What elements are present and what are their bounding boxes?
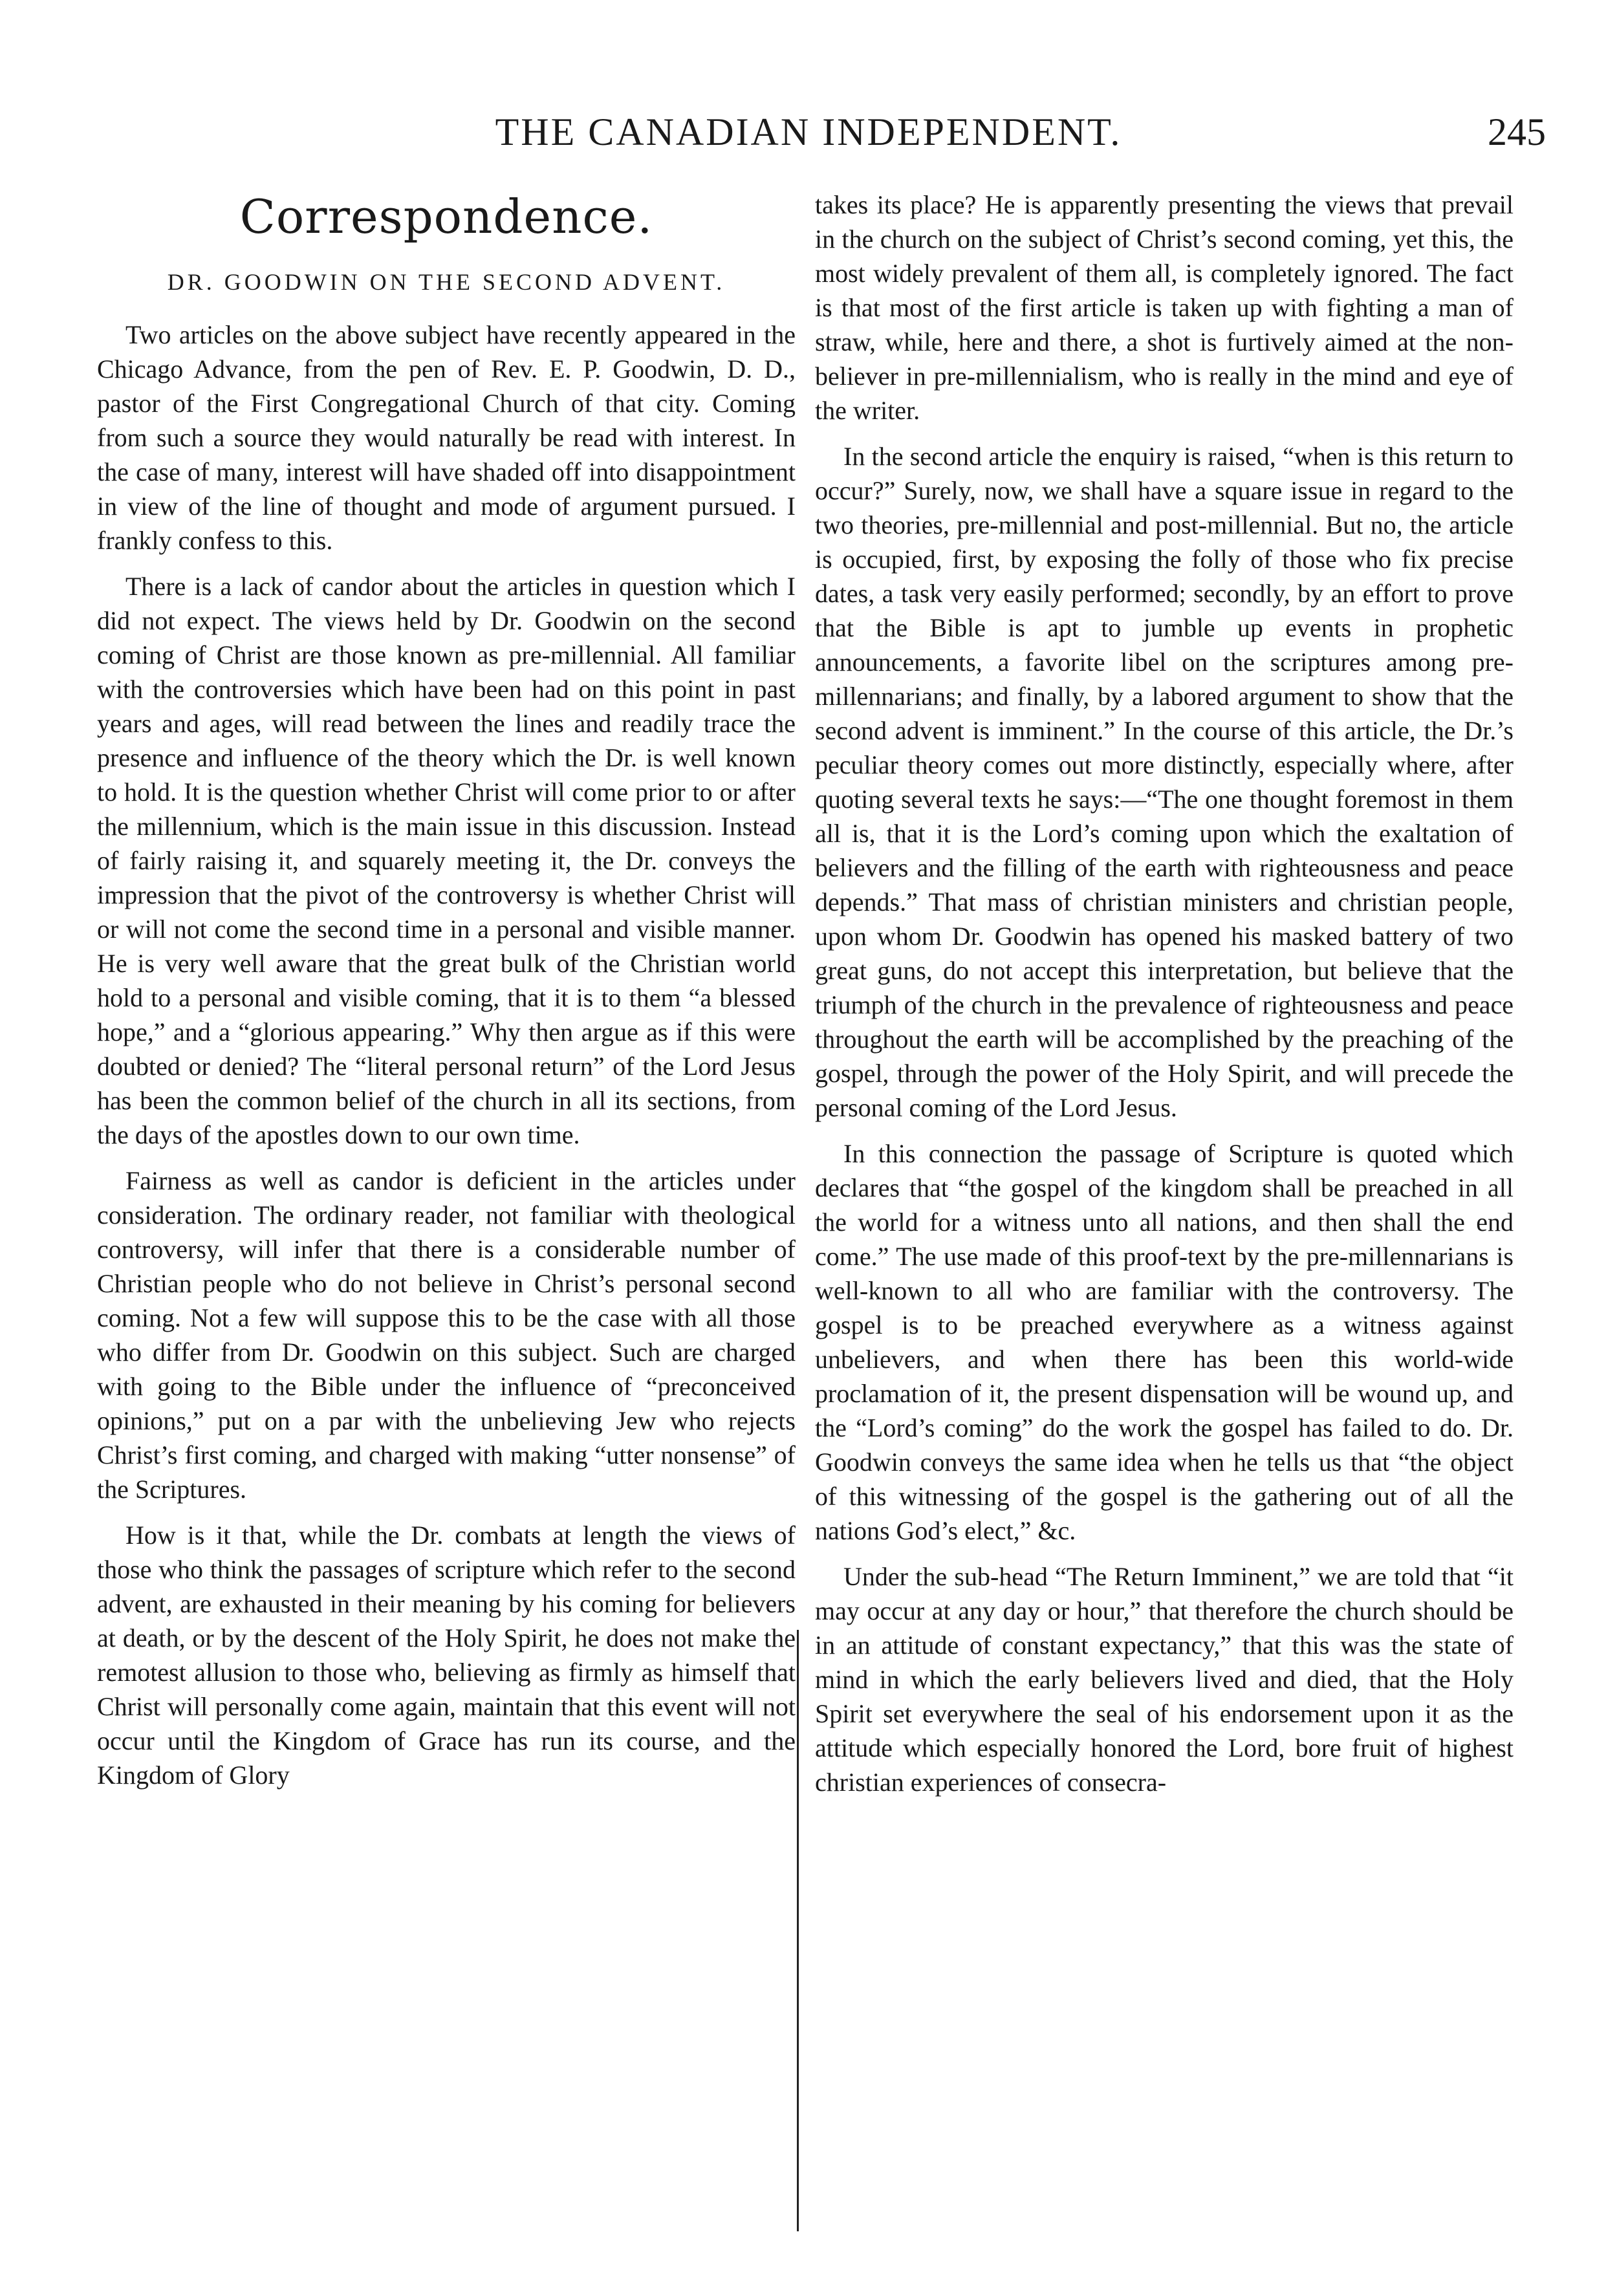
paragraph: Fairness as well as candor is deficient in the articles under consideration. The ordinary reader, not familiar with theological controversy, will infer that there is a considerable number of Christian people who do not believe in Christ’s personal second coming. Not a few will suppose this to be the case with all those who differ from Dr. Goodwin on this subject. Such are charged with going to the Bible under the influence of “preconceived opinions,” put on a par with the unbelieving Jew who rejects Christ’s first coming, and charged with making “utter nonsense” of the Scriptures. [97,1166,796,1504]
right-column [815,188,1514,1811]
paragraph: In this connection the passage of Scripture is quoted which declares that “the gospel of the kingdom shall be preached in all the world for a witness unto all nations, and then shall the end come.” The use made of this proof-text by the pre-millennarians is well-known to all who are familiar with the controversy. The gospel is to be preached everywhere as a witness against unbelievers, and when there has been this world-wide proclamation of it, the present dispensation will be wound up, and the “Lord’s coming” do the work the gospel has failed to do. Dr. Goodwin conveys the same idea when he tells us that “the object of this witnessing of the gospel is the gathering out of all the nations God’s elect,” &c. [815,1139,1514,1545]
running-title: THE CANADIAN INDEPENDENT. [495,111,1122,153]
paragraph: There is a lack of candor about the articles in question which I did not expect. The views held by Dr. Goodwin on the second coming of Christ are those known as pre-millennial. All familiar with the controversies which have been had on this point in past years and ages, will read between the lines and readily trace the presence and influence of the theory which the Dr. is well known to hold. It is the question whether Christ will come prior to or after the millennium, which is the main issue in this discussion. Instead of fairly raising it, and squarely meeting it, the Dr. conveys the impression that the pivot of the controversy is whether Christ will or will not come the second time in a personal and visible manner. He is very well aware that the great bulk of the Christian world hold to a personal and visible coming, that it is to them “a blessed hope,” and a “glorious appearing.” Why then argue as if this were doubted or denied? The “literal personal return” of the Lord Jesus has been the common belief of the church in all its sections, from the days of the apostles down to our own time. [97,572,796,1149]
page-number: 245 [1488,111,1546,153]
paragraph: In the second article the enquiry is raised, “when is this return to occur?” Surely, now, we shall have a square issue in regard to the two theories, pre-millennial and post-millennial. But no, the article is occupied, first, by exposing the folly of those who fix precise dates, a task very easily performed; secondly, by an effort to prove that the Bible is apt to jumble up events in prophetic announcements, a favorite libel on the scriptures among pre-millennarians; and finally, by a labored argument to show that the second advent is imminent.” In the course of this article, the Dr.’s peculiar theory comes out more distinctly, especially where, after quoting several texts he says:—“The one thought foremost in them all is, that it is the Lord’s coming upon which the exaltation of believers and the filling of the earth with righteousness and peace depends.” That mass of christian ministers and christian people, upon whom Dr. Goodwin has opened his masked battery of two great guns, do not accept this interpretation, but believe that the triumph of the church in the prevalence of righteousness and peace throughout the earth will be accomplished by the preaching of the gospel, through the power of the Holy Spirit, and will precede the personal coming of the Lord Jesus. [815,442,1514,1122]
page-header [58,110,1559,168]
left-column [97,188,796,1804]
section-title: Correspondence. [239,190,653,244]
paragraph: How is it that, while the Dr. combats at length the views of those who think the passages of scripture which refer to the second advent, are exhausted in their meaning by his coming for believers at death, or by the descent of the Holy Spirit, he does not make the remotest allusion to those who, believing as firmly as himself that Christ will personally come again, maintain that this event will not occur until the Kingdom of Grace has run its course, and the Kingdom of Glory [97,1521,796,1790]
paragraph: Under the sub-head “The Return Imminent,” we are told that “it may occur at any day or hour,” that therefore the church should be in an attitude of constant expectancy,” that this was the state of mind in which the early believers lived and died, that the Holy Spirit set everywhere the seal of his endorsement upon it as the attitude which especially honored the Lord, bore fruit of highest christian experiences of consecra- [815,1562,1514,1797]
column-divider [797,1630,799,2231]
paragraph: Two articles on the above subject have recently appeared in the Chicago Advance, from the pen of Rev. E. P. Goodwin, D. D., pastor of the First Congregational Church of that city. Coming from such a source they would naturally be read with interest. In the case of many, interest will have shaded off into disappointment in view of the line of thought and mode of argument pursued. I frankly confess to this. [97,320,796,555]
article-heading: DR. GOODWIN ON THE SECOND ADVENT. [167,269,726,295]
paragraph: takes its place? He is apparently presenting the views that prevail in the church on the subject of Christ’s second coming, yet this, the most widely prevalent of them all, is completely ignored. The fact is that most of the first article is taken up with fighting a man of straw, while, here and there, a shot is furtively aimed at the non-believer in pre-millennialism, who is really in the mind and eye of the writer. [815,190,1514,425]
